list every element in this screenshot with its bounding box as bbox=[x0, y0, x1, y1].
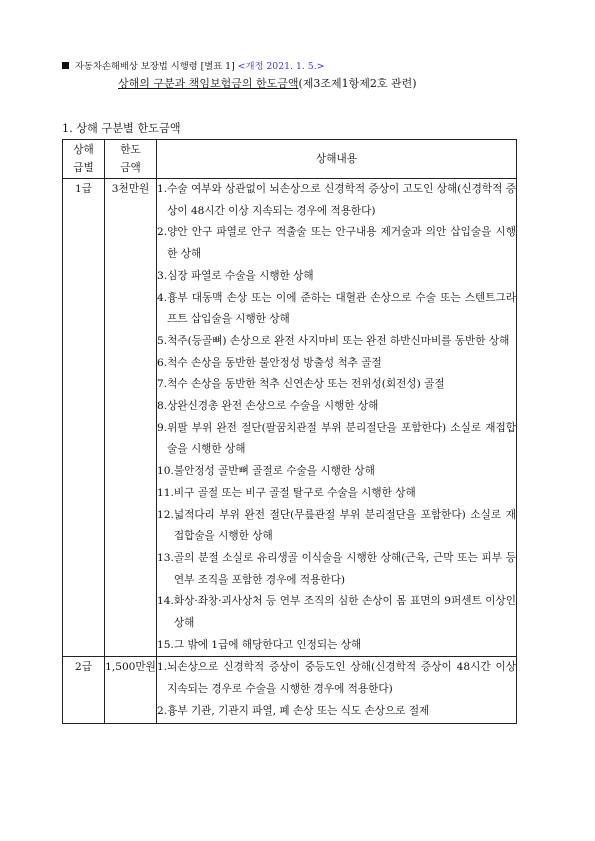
list-item bbox=[157, 701, 516, 723]
injury-items-cell bbox=[157, 179, 517, 657]
list-item bbox=[157, 266, 516, 288]
item-text: 양안 안구 파열로 안구 적출술 또는 안구내용 제거술과 의안 삽입술을 시행한 상해 bbox=[167, 226, 516, 261]
item-number: 6. bbox=[157, 356, 168, 369]
list-item bbox=[157, 179, 516, 222]
black-square-icon bbox=[62, 62, 69, 69]
list-item bbox=[157, 396, 516, 418]
item-text: 뇌손상으로 신경학적 증상이 중등도인 상해(신경학적 증상이 48시간 이상 지속되는 경우로 수술을 시행한 경우에 적용한다) bbox=[167, 661, 516, 696]
grade-cell: 1급 bbox=[63, 179, 105, 657]
list-item bbox=[157, 635, 516, 657]
item-number: 5. bbox=[157, 334, 168, 347]
limit-cell: 1,500만원 bbox=[105, 657, 157, 723]
item-number: 12. bbox=[157, 508, 174, 521]
list-item bbox=[157, 461, 516, 483]
header-grade: 상해 급별 bbox=[63, 140, 105, 179]
injury-grade-table bbox=[62, 139, 517, 724]
item-text: 위팔 부위 완전 절단(팔꿈치관절 부위 분리절단을 포함한다) 소실로 재접합술을 시행한 상해 bbox=[167, 421, 516, 456]
item-text: 넓적다리 부위 완전 절단(무릎관절 부위 분리절단을 포함한다) 소실로 재접합술을 시행한 상해 bbox=[173, 508, 516, 543]
item-text: 상완신경총 완전 손상으로 수술을 시행한 상해 bbox=[167, 400, 379, 413]
list-item bbox=[157, 418, 516, 461]
annex-title-main: 상해의 구분과 책임보험금의 한도금액 bbox=[118, 77, 299, 90]
annex-title bbox=[118, 76, 417, 91]
item-text: 비구 골절 또는 비구 골절 탈구로 수술을 시행한 상해 bbox=[173, 486, 416, 499]
list-item bbox=[157, 331, 516, 353]
list-item bbox=[157, 548, 516, 591]
item-text: 수술 여부와 상관없이 뇌손상으로 신경학적 증상이 고도인 상해(신경학적 증상이 48시간 이상 지속되는 경우에 적용한다) bbox=[167, 183, 516, 217]
list-item bbox=[157, 505, 516, 548]
item-number: 11. bbox=[157, 486, 174, 499]
header-limit: 한도 금액 bbox=[105, 140, 157, 179]
item-number: 1. bbox=[157, 661, 168, 674]
table-row bbox=[63, 179, 517, 657]
document-header bbox=[62, 60, 542, 74]
injury-items-cell bbox=[157, 657, 517, 723]
table-row bbox=[63, 657, 517, 723]
list-item bbox=[157, 222, 516, 265]
item-text: 그 밖에 1급에 해당한다고 인정되는 상해 bbox=[173, 638, 362, 651]
item-number: 8. bbox=[157, 400, 168, 413]
item-number: 7. bbox=[157, 378, 168, 391]
list-item bbox=[157, 483, 516, 505]
law-reference: 자동차손해배상 보장법 시행령 [별표 1] bbox=[75, 61, 235, 72]
revision-note: <개정 2021. 1. 5.> bbox=[237, 61, 325, 72]
item-text: 흉부 대동맥 손상 또는 이에 준하는 대혈관 손상으로 수술 또는 스텐트그라프트 삽입술을 시행한 상해 bbox=[167, 291, 516, 326]
item-number: 2. bbox=[157, 704, 168, 717]
item-text: 심장 파열로 수술을 시행한 상해 bbox=[167, 269, 314, 282]
item-text: 척주(등골뼈) 손상으로 완전 사지마비 또는 완전 하반신마비를 동반한 상해 bbox=[167, 334, 510, 347]
item-number: 14. bbox=[157, 595, 174, 608]
grade-cell: 2급 bbox=[63, 657, 105, 723]
item-number: 1. bbox=[157, 183, 168, 195]
section-title: 1. 상해 구분별 한도금액 bbox=[62, 122, 181, 135]
item-number: 3. bbox=[157, 269, 168, 282]
item-text: 흉부 기관, 기관지 파열, 폐 손상 또는 식도 손상으로 절제 bbox=[167, 704, 430, 717]
header-content: 상해내용 bbox=[157, 140, 517, 179]
item-number: 15. bbox=[157, 638, 174, 651]
annex-title-ref: (제3조제1항제2호 관련) bbox=[298, 77, 417, 90]
list-item bbox=[157, 657, 516, 700]
item-number: 4. bbox=[157, 291, 168, 304]
item-text: 불안정성 골반뼈 골절로 수술을 시행한 상해 bbox=[173, 465, 375, 478]
item-number: 9. bbox=[157, 421, 168, 434]
list-item bbox=[157, 374, 516, 396]
item-number: 13. bbox=[157, 551, 174, 564]
list-item bbox=[157, 353, 516, 375]
item-number: 2. bbox=[157, 226, 168, 239]
item-number: 10. bbox=[157, 465, 174, 478]
item-text: 화상·좌창·괴사상처 등 연부 조직의 심한 손상이 몸 표면의 9퍼센트 이상인 상해 bbox=[173, 595, 516, 630]
item-text: 척수 손상을 동반한 척추 신연손상 또는 전위성(회전성) 골절 bbox=[167, 378, 445, 391]
list-item bbox=[157, 591, 516, 634]
table-header-row bbox=[63, 140, 517, 179]
item-text: 골의 분절 소실로 유리생골 이식술을 시행한 상해(근육, 근막 또는 피부 등 연부 조직을 포함한 경우에 적용한다) bbox=[173, 551, 516, 586]
limit-cell: 3천만원 bbox=[105, 179, 157, 657]
item-text: 척수 손상을 동반한 불안정성 방출성 척추 골절 bbox=[167, 356, 382, 369]
list-item bbox=[157, 288, 516, 331]
